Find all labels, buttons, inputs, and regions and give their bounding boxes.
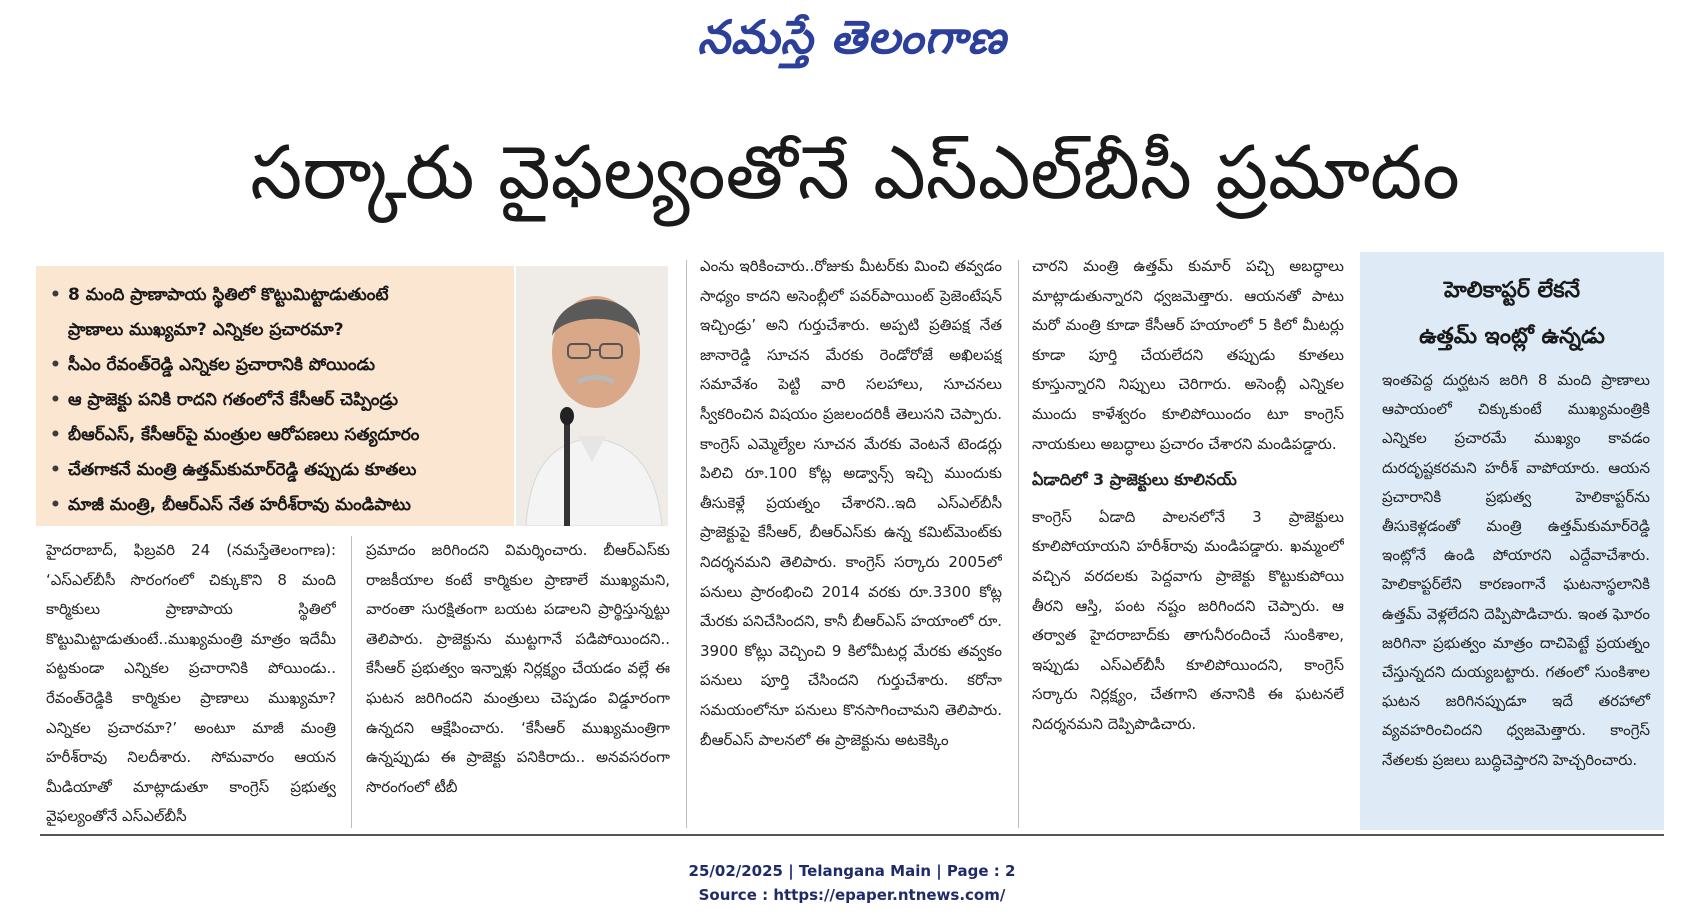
article-paragraph: కాంగ్రెస్ ఏడాది పాలనలోనే 3 ప్రాజెక్టులు కూలిపోయాయని హరీశ్‌రావు మండిపడ్డారు. ఖమ్మంలో వచ్చిన వరదలకు పెద్దవాగు ప్రాజెక్టు కొట్టుకుపోయి తీరని ఆస్తి, పంట నష్టం జరిగిందని చెప్పారు. ఆ తర్వాత హైదరాబాద్‌కు తాగునీరందించే సుంకిశాల, ఇప్పుడు ఎస్‌ఎల్‌బీసీ కూలిపోయిందని, కాంగ్రెస్ సర్కారు నిర్లక్ష్యం, చేతగాని తనానికి ఈ ఘటనలే నిదర్శనమని దెప్పిపొడిచారు. [1032, 507, 1344, 733]
footer-date-page: 25/02/2025 | Telangana Main | Page : 2 [688, 862, 1016, 880]
highlight-item [46, 348, 514, 383]
highlight-text: ప్రాణాలు ముఖ్యమా? ఎన్నికల ప్రచారమా? [68, 320, 344, 340]
footer-divider [40, 834, 1664, 836]
headline: సర్కారు వైఫల్యంతోనే ఎస్‌ఎల్‌బీసీ ప్రమాదం [250, 130, 1460, 216]
highlight-item [46, 488, 514, 523]
sidebar-box [1360, 252, 1664, 830]
sidebar-title [1360, 268, 1664, 360]
highlight-item [46, 453, 514, 488]
portrait-photo [516, 266, 668, 526]
highlight-item [46, 383, 514, 418]
column-divider [686, 260, 687, 828]
section-subheading: ఏడాదిలో 3 ప్రాజెక్టులు కూలినయ్ [1032, 470, 1237, 490]
article-column-4 [1032, 252, 1344, 832]
article-paragraph: చారని మంత్రి ఉత్తమ్ కుమార్ పచ్చి అబద్ధాలు మాట్లాడుతున్నారని ధ్వజమెత్తారు. ఆయనతో పాటు మరో మంత్రి కూడా కేసీఆర్ హయాంలో 5 కిలో మీటర్లు కూడా పూర్తి చేయలేదని తప్పుడు కూతలు కూస్తున్నారని నిప్పులు చెరిగారు. అసెంబ్లీ ఎన్నికల ముందు కాళేశ్వరం కూలిపోయిందం టూ కాంగ్రెస్ నాయకులు అబద్ధాలు ప్రచారం చేశారని మండిపడ్డారు. [1032, 257, 1344, 453]
article-column-1 [46, 536, 336, 832]
highlight-item [46, 418, 514, 453]
bullet-icon: • [50, 355, 61, 375]
highlight-text: చేతగాకనే మంత్రి ఉత్తమ్‌కుమార్‌రెడ్డి తప్పుడు కూతలు [68, 460, 417, 480]
footer-source: Source : https://epaper.ntnews.com/ [698, 886, 1006, 904]
bullet-icon: • [50, 495, 61, 515]
highlight-text: ఆ ప్రాజెక్టు పనికి రాదని గతంలోనే కేసీఆర్ చెప్పిండ్రు [68, 390, 399, 410]
highlights-box [36, 266, 514, 526]
article-paragraph: ఎంను ఇరికించారు..రోజుకు మీటర్‌కు మించి తవ్వడం సాధ్యం కాదని అసెంబ్లీలో పవర్‌పాయింట్ ప్రెజెంటేషన్ ఇచ్చిండ్రు’ అని గుర్తుచేశారు. అప్పటి ప్రతిపక్ష నేత జానారెడ్డి సూచన మేరకు రెండోరోజే అఖిలపక్ష సమావేశం పెట్టి వారి సలహాలు, సూచనలు స్వీకరించిన విషయం ప్రజలందరికీ తెలుసని చెప్పారు. కాంగ్రెస్ ఎమ్మెల్యేల సూచన మేరకు వెంటనే టెండర్లు పిలిచి రూ.100 కోట్ల అడ్వాన్స్ ఇచ్చి ముందుకు తీసుకెళ్లే ప్రయత్నం చేశారని..ఇది ఎస్‌ఎల్‌బీసీ ప్రాజెక్టుపై కేసీఆర్, బీఆర్‌ఎస్‌కు ఉన్న కమిట్‌మెంట్‌కు నిదర్శనమని తెలిపారు. కాంగ్రెస్ సర్కారు 2005లో పనులు ప్రారంభించి 2014 వరకు రూ.3300 కోట్ల మేరకు పనిచేసిందని, కానీ బీఆర్‌ఎస్ హయాంలో రూ. 3900 కోట్లు వెచ్చించి 9 కిలోమీటర్ల మేరకు తవ్వకం పనులు పూర్తి చేసిందని గుర్తుచేశారు. కరోనా సమయంలోనూ పనులు కొనసాగించామని తెలిపారు. బీఆర్‌ఎస్ పాలనలో ఈ ప్రాజెక్టును అటకెక్కిం [700, 257, 1002, 749]
bullet-icon: • [50, 460, 61, 480]
newspaper-masthead: నమస్తే తెలంగాణ [697, 10, 1007, 64]
highlight-text: 8 మంది ప్రాణాపాయ స్థితిలో కొట్టుమిట్టాడుతుంటే [68, 285, 389, 305]
article-paragraph: ప్రమాదం జరిగిందని విమర్శించారు. బీఆర్‌ఎస్‌కు రాజకీయాల కంటే కార్మికుల ప్రాణాలే ముఖ్యమని, వారంతా సురక్షితంగా బయట పడాలని ప్రార్థిస్తున్నట్టు తెలిపారు. ప్రాజెక్టును ముట్టగానే పడిపోయిందని.. కేసీఆర్ ప్రభుత్వం ఇన్నాళ్లు నిర్లక్ష్యం చేయడం వల్లే ఈ ఘటన జరిగిందని మంత్రులు చెప్పడం విడ్డూరంగా ఉన్నదని ఆక్షేపించారు. ‘కేసీఆర్ ముఖ్యమంత్రిగా ఉన్నప్పుడు ఈ ప్రాజెక్టు పనికిరాదు.. అనవసరంగా సొరంగంలో టీబీ [366, 541, 670, 796]
article-paragraph: హైదరాబాద్, ఫిబ్రవరి 24 (నమస్తేతెలంగాణ): ‘ఎస్‌ఎల్‌బీసీ సొరంగంలో చిక్కుకొని 8 మంది కార్మికులు ప్రాణాపాయ స్థితిలో కొట్టుమిట్టాడుతుంటే..ముఖ్యమంత్రి మాత్రం ఇదేమీ పట్టకుండా ఎన్నికల ప్రచారానికి పోయిండు.. రేవంత్‌రెడ్డికి కార్మికుల ప్రాణాలు ముఖ్యమా? ఎన్నికల ప్రచారమా?’ అంటూ మాజీ మంత్రి హరీశ్‌రావు నిలదీశారు. సోమవారం ఆయన మీడియాతో మాట్లాడుతూ కాంగ్రెస్ ప్రభుత్వ వైఫల్యంతోనే ఎస్‌ఎల్‌బీసీ [46, 541, 336, 826]
sidebar-title-line: హెలికాప్టర్ లేకనే [1443, 278, 1581, 303]
highlights-list [36, 266, 514, 523]
highlight-item [46, 278, 514, 313]
sidebar-title-line: ఉత్తమ్ ఇంట్లో ఉన్నడు [1419, 324, 1605, 349]
column-divider [351, 536, 352, 828]
highlight-text: సీఎం రేవంత్‌రెడ్డి ఎన్నికల ప్రచారానికి పోయిండు [68, 355, 376, 375]
person-photo-icon [516, 266, 668, 526]
highlight-item [46, 313, 514, 348]
highlight-text: మాజీ మంత్రి, బీఆర్‌ఎస్ నేత హరీశ్‌రావు మండిపాటు [68, 495, 411, 515]
bullet-icon: • [50, 285, 61, 305]
column-divider [1018, 260, 1019, 828]
highlight-text: బీఆర్‌ఎస్, కేసీఆర్‌పై మంత్రుల ఆరోపణలు సత్యదూరం [68, 425, 420, 445]
sidebar-body: ఇంతపెద్ద దుర్ఘటన జరిగి 8 మంది ప్రాణాలు ఆపాయంలో చిక్కుకుంటే ముఖ్యమంత్రికి ఎన్నికల ప్రచారమే ముఖ్యం కావడం దురదృష్టకరమని హరీశ్ వాపోయారు. ఆయన ప్రచారానికి ప్రభుత్వ హెలికాప్టర్‌ను తీసుకెళ్లడంతో మంత్రి ఉత్తమ్‌కుమార్‌రెడ్డి ఇంట్లోనే ఉండి పోయారని ఎద్దేవాచేశారు. హెలికాప్టర్‌లేని కారణంగానే ఘటనాస్థలానికి ఉత్తమ్ వెళ్లలేదని దెప్పిపొడిచారు. ఇంత ఘోరం జరిగినా ప్రభుత్వం మాత్రం దాచిపెట్టే ప్రయత్నం చేస్తున్నదని దుయ్యబట్టారు. గతంలో సుంకిశాల ఘటన జరిగినప్పుడూ ఇదే తరహాలో వ్యవహరించిందని ధ్వజమెత్తారు. కాంగ్రెస్ నేతలకు ప్రజలు బుద్ధిచెప్తారని హెచ్చరించారు. [1382, 371, 1650, 769]
article-column-2 [366, 536, 670, 832]
article-column-3 [700, 252, 1002, 832]
bullet-icon: • [50, 425, 61, 445]
bullet-icon: • [50, 390, 61, 410]
